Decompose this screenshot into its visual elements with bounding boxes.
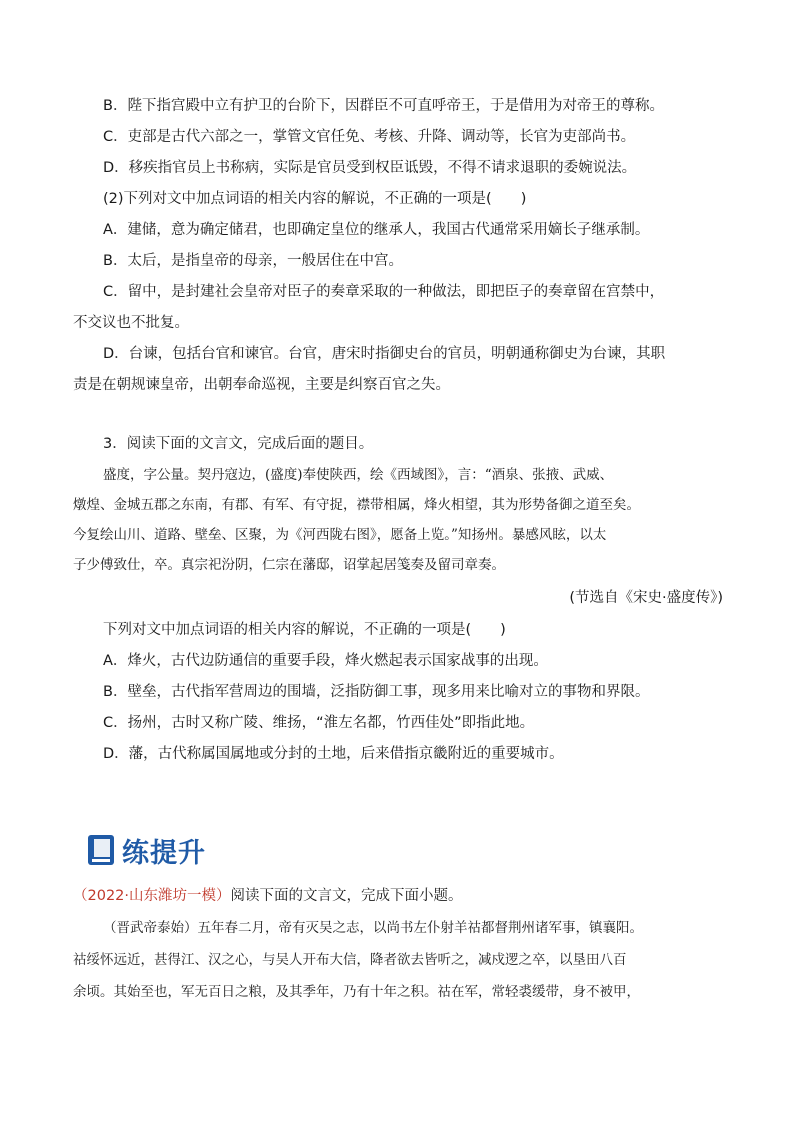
q3-passage-line1: 盛度，字公量。契丹寇边，(盛度)奉使陕西，绘《西域图》，言：“酒泉、张掖、武威、 — [103, 467, 614, 483]
q3-option-b: B．壁垒，古代指军营周边的围墙，泛指防御工事，现多用来比喻对立的事物和界限。 — [103, 684, 650, 700]
q3-passage-line3: 今复绘山川、道路、壁垒、区聚，为《河西陇右图》，愿备上览。”知扬州。暴感风眩，以太 — [73, 527, 607, 543]
q2-sub2-option-c-line1: C．留中，是封建社会皇帝对臣子的奏章采取的一种做法，即把臣子的奏章留在宫禁中， — [103, 284, 665, 300]
q2-option-b: B．陛下指宫殿中立有护卫的台阶下，因群臣不可直呼帝王，于是借用为对帝王的尊称。 — [103, 98, 664, 114]
q3-passage-line2: 燉煌、金城五郡之东南，有郡、有军、有守捉，襟带相属，烽火相望，其为形势备御之道至矣。 — [73, 497, 640, 513]
section-title: 练提升 — [122, 837, 206, 869]
q2-sub2-option-d-line2: 责是在朝规谏皇帝，出朝奉命巡视，主要是纠察百官之失。 — [73, 377, 450, 393]
section-header — [88, 832, 206, 868]
q2-sub2-option-c-line2: 不交议也不批复。 — [73, 315, 189, 331]
practice-passage-line2: 祜绥怀远近，甚得江、汉之心，与吴人开布大信，降者欲去皆听之，减戍逻之卒，以垦田八百 — [73, 952, 627, 968]
practice-instruction: 阅读下面的文言文，完成下面小题。 — [230, 888, 463, 904]
q2-option-c: C．吏部是古代六部之一，掌管文官任免、考核、升降、调动等，长官为吏部尚书。 — [103, 129, 636, 145]
q3-question: 下列对文中加点词语的相关内容的解说，不正确的一项是( ) — [103, 622, 506, 638]
q3-option-d: D．藩，古代称属国属地或分封的土地，后来借指京畿附近的重要城市。 — [103, 746, 564, 762]
q2-sub2-option-a: A．建储，意为确定储君，也即确定皇位的继承人，我国古代通常采用嫡长子继承制。 — [103, 222, 650, 238]
q3-source: (节选自《宋史·盛度传》) — [569, 590, 723, 606]
practice-passage-line3: 余顷。其始至也，军无百日之粮，及其季年，乃有十年之积。祜在军，常轻裘缓带，身不被甲， — [73, 984, 640, 1000]
book-icon — [88, 835, 114, 865]
q2-sub2-option-b: B．太后，是指皇帝的母亲，一般居住在中宫。 — [103, 253, 403, 269]
q3-passage-line4: 子少傅致仕，卒。真宗祀汾阴，仁宗在藩邸，诏掌起居笺奏及留司章奏。 — [73, 557, 505, 573]
q3-title: 3．阅读下面的文言文，完成后面的题目。 — [103, 436, 374, 452]
q2-option-d: D．移疾指官员上书称病，实际是官员受到权臣诋毁，不得不请求退职的委婉说法。 — [103, 160, 637, 176]
practice-source-tag: （2022·山东潍坊一模） — [73, 888, 231, 904]
q3-option-a: A．烽火，古代边防通信的重要手段，烽火燃起表示国家战事的出现。 — [103, 653, 548, 669]
q2-sub2-option-d-line1: D．台谏，包括台官和谏官。台官，唐宋时指御史台的官员，明朝通称御史为台谏，其职 — [103, 346, 666, 362]
practice-passage-line1: （晋武帝泰始）五年春二月，帝有灭吴之志，以尚书左仆射羊祜都督荆州诸军事，镇襄阳。 — [103, 920, 643, 936]
practice-intro — [73, 886, 723, 906]
q2-sub-question-2: (2)下列对文中加点词语的相关内容的解说，不正确的一项是( ) — [103, 191, 527, 207]
q3-option-c: C．扬州，古时又称广陵、维扬，“淮左名都，竹西佳处”即指此地。 — [103, 715, 535, 731]
